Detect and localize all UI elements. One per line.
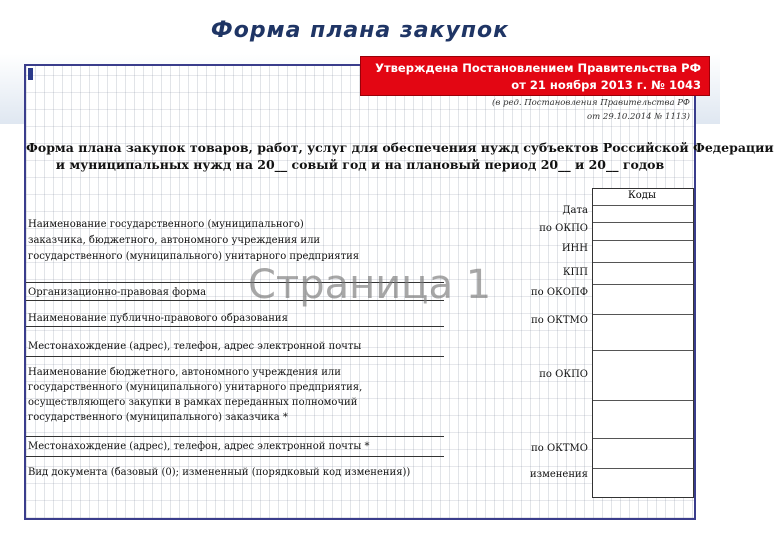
slide-title: Форма плана закупок [210,18,510,43]
label-delegate-name-3: осуществляющего закупки в рамках переданных полномочий [28,397,358,408]
label-okpo-1: по ОКПО [539,223,588,234]
label-kpp: КПП [562,267,588,278]
label-location-1: Местонахождение (адрес), телефон, адрес электронной почты [28,341,362,352]
label-changes: изменения [529,469,588,480]
page-watermark: Страница 1 [248,262,492,308]
label-oktmo-2: по ОКТМО [531,443,588,454]
label-oktmo-1: по ОКТМО [531,315,588,326]
approval-stamp-line-2: от 21 ноября 2013 г. № 1043 [511,78,701,92]
form-heading-line-1: Форма плана закупок товаров, работ, услуг для обеспечения нужд субъектов Российской Федерации [26,140,774,155]
amendment-note-line-1: (в ред. Постановления Правительства РФ [492,98,690,108]
label-document-type: Вид документа (базовый (0); измененный (порядковый код изменения)) [28,467,411,478]
approval-stamp [360,56,710,96]
label-public-entity: Наименование публично-правового образования [28,313,288,324]
label-delegate-name-2: государственного (муниципального) унитарного предприятия, [28,382,363,393]
label-customer-name-2: заказчика, бюджетного, автономного учреждения или [28,235,321,246]
label-inn: ИНН [561,243,588,254]
corner-marker [28,68,33,80]
codes-header: Коды [628,190,656,201]
form-document [24,64,774,520]
label-delegate-name-1: Наименование бюджетного, автономного учреждения или [28,367,341,378]
label-okpo-2: по ОКПО [539,369,588,380]
form-heading-line-2: и муниципальных нужд на 20__ совый год и на плановый период 20__ и 20__ годов [55,157,665,172]
label-location-2: Местонахождение (адрес), телефон, адрес электронной почты * [28,441,370,452]
approval-stamp-line-1: Утверждена Постановлением Правительства РФ [375,61,701,75]
label-date: Дата [562,205,588,216]
label-legal-form: Организационно-правовая форма [28,287,207,298]
label-okopf: по ОКОПФ [530,287,588,298]
label-customer-name-3: государственного (муниципального) унитарного предприятия [28,251,360,262]
codes-column [592,188,694,498]
amendment-note-line-2: от 29.10.2014 № 1113) [587,112,690,122]
label-customer-name-1: Наименование государственного (муниципального) [28,219,304,230]
label-delegate-name-4: государственного (муниципального) заказчика * [28,412,288,423]
